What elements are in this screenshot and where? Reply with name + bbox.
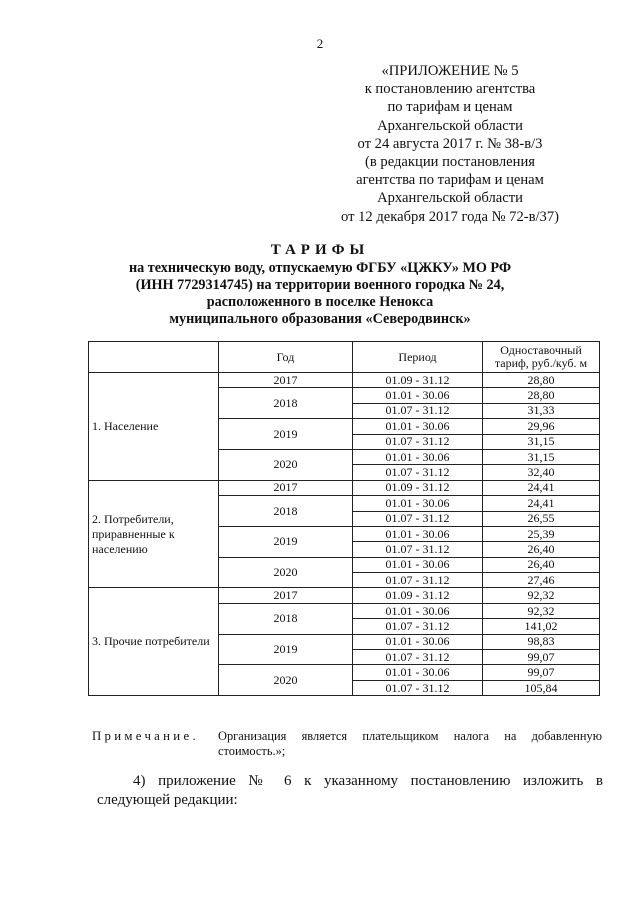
period-cell: 01.07 - 31.12 <box>353 680 483 695</box>
tariff-cell: 29,96 <box>483 419 600 434</box>
paragraph-line: следующей редакции: <box>97 792 238 808</box>
tariff-cell: 27,46 <box>483 573 600 588</box>
table-header-row <box>89 342 600 373</box>
tariff-cell: 99,07 <box>483 665 600 680</box>
appendix-line: Архангельской области <box>377 117 523 134</box>
period-cell: 01.01 - 30.06 <box>353 526 483 541</box>
year-cell: 2020 <box>219 665 353 696</box>
appendix-line: по тарифам и ценам <box>387 99 513 116</box>
period-cell: 01.07 - 31.12 <box>353 650 483 665</box>
year-cell: 2019 <box>219 526 353 557</box>
appendix-line: к постановлению агентства <box>364 81 536 98</box>
year-cell: 2019 <box>219 419 353 450</box>
title-line: расположенного в поселке Ненокса <box>206 294 434 310</box>
year-cell: 2018 <box>219 388 353 419</box>
period-cell: 01.01 - 30.06 <box>353 665 483 680</box>
tariff-cell: 28,80 <box>483 373 600 388</box>
year-cell: 2018 <box>219 496 353 527</box>
appendix-line: агентства по тарифам и ценам <box>356 172 544 189</box>
title-line: на техническую воду, отпускаемую ФГБУ «ЦЖКУ» МО РФ <box>128 260 512 276</box>
title-line: (ИНН 7729314745) на территории военного городка № 24, <box>135 277 505 293</box>
tariff-cell: 31,15 <box>483 434 600 449</box>
tariff-cell: 24,41 <box>483 496 600 511</box>
year-cell: 2018 <box>219 603 353 634</box>
appendix-line: (в редакции постановления <box>365 154 535 171</box>
period-cell: 01.01 - 30.06 <box>353 557 483 572</box>
tariff-cell: 32,40 <box>483 465 600 480</box>
table-row <box>89 480 600 495</box>
title-line: муниципального образования «Северодвинск» <box>169 311 471 327</box>
tariff-cell: 141,02 <box>483 619 600 634</box>
table-row <box>89 588 600 603</box>
period-cell: 01.07 - 31.12 <box>353 542 483 557</box>
header-category <box>89 342 219 373</box>
year-cell: 2019 <box>219 634 353 665</box>
tariff-cell: 99,07 <box>483 650 600 665</box>
header-year: Год <box>219 342 353 373</box>
category-cell: 1. Население <box>89 373 219 481</box>
period-cell: 01.07 - 31.12 <box>353 573 483 588</box>
period-cell: 01.07 - 31.12 <box>353 465 483 480</box>
tariff-cell: 28,80 <box>483 388 600 403</box>
paragraph-line: 4) приложение № 6 к указанному постановлению изложить в <box>133 773 603 789</box>
period-cell: 01.01 - 30.06 <box>353 496 483 511</box>
appendix-line: от 12 декабря 2017 года № 72-в/37) <box>340 208 559 225</box>
page-number: 2 <box>316 36 324 51</box>
tariff-cell: 26,40 <box>483 542 600 557</box>
tariff-cell: 98,83 <box>483 634 600 649</box>
tariff-cell: 92,32 <box>483 588 600 603</box>
category-cell: 2. Потребители, приравненные к населению <box>89 480 219 588</box>
tariff-table-body <box>89 373 600 696</box>
period-cell: 01.07 - 31.12 <box>353 403 483 418</box>
document-title <box>60 240 580 328</box>
period-cell: 01.01 - 30.06 <box>353 634 483 649</box>
period-cell: 01.01 - 30.06 <box>353 603 483 618</box>
tariff-cell: 26,55 <box>483 511 600 526</box>
note-text: Организация является плательщиком налога на добавленную стоимость.»; <box>218 729 602 758</box>
period-cell: 01.07 - 31.12 <box>353 619 483 634</box>
period-cell: 01.01 - 30.06 <box>353 449 483 464</box>
year-cell: 2017 <box>219 373 353 388</box>
tariff-table <box>88 341 600 696</box>
period-cell: 01.01 - 30.06 <box>353 388 483 403</box>
category-cell: 3. Прочие потребители <box>89 588 219 696</box>
tariff-cell: 31,33 <box>483 403 600 418</box>
header-tariff: Одноставочный тариф, руб./куб. м <box>483 342 600 373</box>
year-cell: 2020 <box>219 449 353 480</box>
period-cell: 01.07 - 31.12 <box>353 434 483 449</box>
period-cell: 01.09 - 31.12 <box>353 588 483 603</box>
title-heading: ТАРИФЫ <box>270 242 370 258</box>
table-row <box>89 373 600 388</box>
period-cell: 01.09 - 31.12 <box>353 480 483 495</box>
appendix-header <box>300 62 600 226</box>
tariff-cell: 26,40 <box>483 557 600 572</box>
period-cell: 01.01 - 30.06 <box>353 419 483 434</box>
tariff-cell: 24,41 <box>483 480 600 495</box>
appendix-line: «ПРИЛОЖЕНИЕ № 5 <box>381 63 519 79</box>
year-cell: 2017 <box>219 480 353 495</box>
appendix-line: Архангельской области <box>377 190 523 207</box>
period-cell: 01.09 - 31.12 <box>353 373 483 388</box>
tariff-cell: 25,39 <box>483 526 600 541</box>
note-label: Примечание. <box>92 729 199 743</box>
appendix-line: от 24 августа 2017 г. № 38-в/3 <box>357 135 543 152</box>
header-period: Период <box>353 342 483 373</box>
tariff-cell: 92,32 <box>483 603 600 618</box>
year-cell: 2020 <box>219 557 353 588</box>
tariff-cell: 31,15 <box>483 449 600 464</box>
tariff-cell: 105,84 <box>483 680 600 695</box>
paragraph <box>97 772 603 810</box>
year-cell: 2017 <box>219 588 353 603</box>
period-cell: 01.07 - 31.12 <box>353 511 483 526</box>
